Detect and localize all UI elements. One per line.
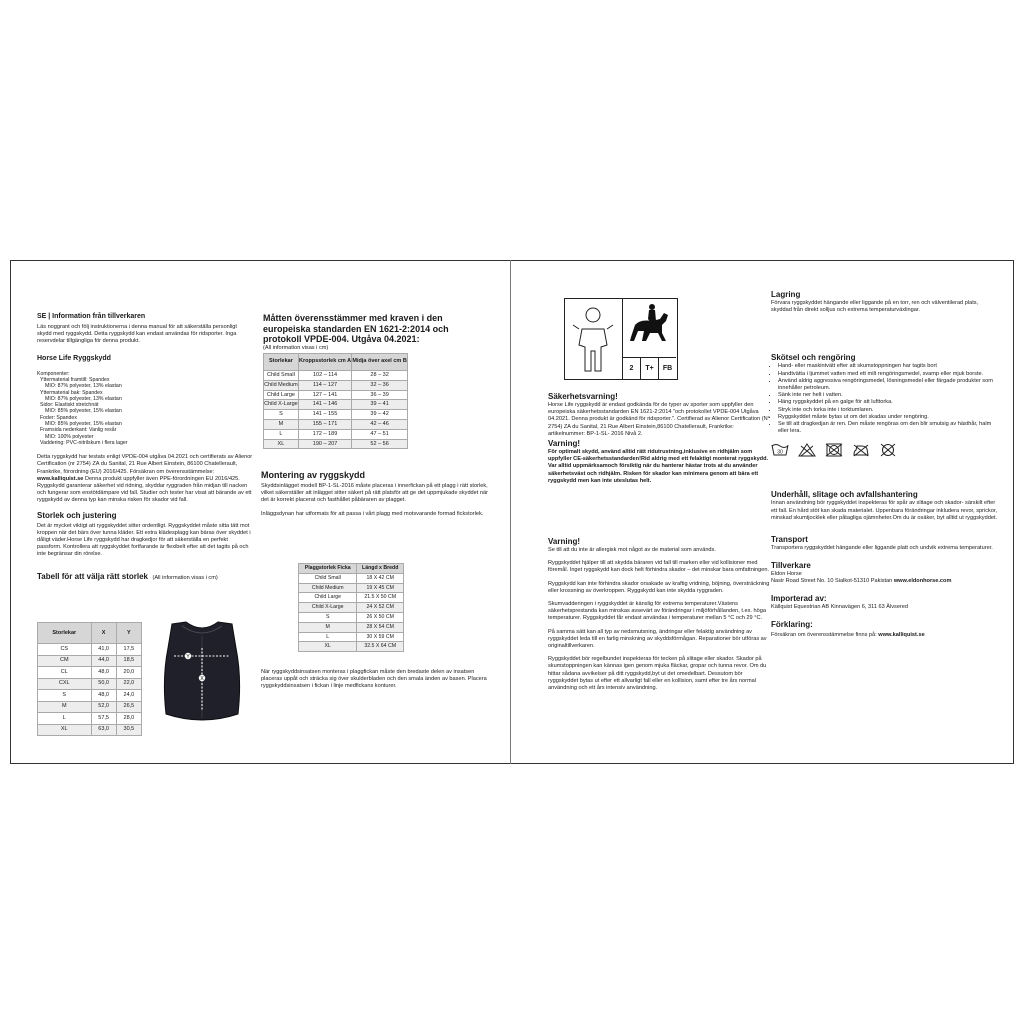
product-title: Horse Life Ryggskydd <box>37 354 111 362</box>
table-row <box>38 655 142 667</box>
table-cell: CL <box>38 667 92 679</box>
table-cell: S <box>299 612 357 622</box>
care-item: • Häng ryggskyddet på en galge för att lufttorka. <box>778 399 999 406</box>
warning-text-1: För optimalt skydd, använd alltid rätt ridutrustning,inklusive en ridhjälm som uppfyller CE-säkerhetsstandarden!Rid aldrig med ett felaktigt monterat ryggskydd. Var alltid uppmärksamoch försiktig när du hanterar hästar trots at du använder säkerhetsväst och ridhjälm. Risken för skador kan minimera genom att bära ett ryggskydd men kan inte uteslutas helt. <box>548 449 769 484</box>
component-label: Vaddering: PVC-nitrilskum i flera lager <box>40 439 128 446</box>
component-detail: MIO: 85% polyester, 15% elastan <box>45 408 122 415</box>
care-item: • Hand- eller maskintvätt efter att skumstoppningen har tagits bort <box>778 363 999 370</box>
table-cell: 114 – 127 <box>298 380 351 390</box>
mounting-text-1: Skyddsinlägget modell BP-1-SL-2016 måste placeras i innerfickan på ett plagg i rätt storlek, vilket säkerställer att inlägget sitter säkert på rätt platsför att ge det uppmjukade skyddet när det är korrekt placerat och fasthållet påbäraren av plagget. <box>261 482 488 503</box>
table-row <box>299 612 404 622</box>
warning-paragraph: Ryggskyddet hjälper till att skydda bäraren vid fall till marken eller vid kollisioner med föremål. Inget ryggskydd kan dock helt förhindra skador – det minskar bara omfattningen. <box>548 560 770 574</box>
table-cell: 48,0 <box>91 667 116 679</box>
manufacturer-address <box>771 578 999 585</box>
horse-rider-icon <box>622 299 677 353</box>
component-item <box>37 402 253 415</box>
care-heading: Skötsel och rengöring <box>771 353 856 363</box>
warning-paragraphs <box>548 547 770 692</box>
no-tumble-dry-icon <box>825 443 843 457</box>
table-row <box>38 667 142 679</box>
table-cell: 172 – 189 <box>298 429 351 439</box>
table-cell: 102 – 114 <box>298 371 351 381</box>
transport-heading: Transport <box>771 535 808 545</box>
maintenance-text: Innan användning bör ryggskyddet inspekteras för spår av slitage och skador- särskilt efter ett fall. En hård stöt kan skada materialet. Uppenbara förändringar inkludera revor, sprickor, minskad skumtjocklek eller påtagliga ojämnheter.Om du är osäker, byt alltid ut ryggskyddet. <box>771 500 998 521</box>
warning-paragraph: På samma sätt kan all typ av nedsmutsning, ändringar eller felaktig användning av ryggskyddet leda till en farlig minskning av skyddsförmågan. Reparationer bör utföras av originaltillverkaren. <box>548 628 767 650</box>
table-cell: Child Large <box>299 593 357 603</box>
manufacturer-heading: Tillverkare <box>771 561 811 571</box>
vest-illustration <box>152 618 252 735</box>
component-label: Foder: Spandex <box>40 414 77 421</box>
mounting-section <box>261 470 495 518</box>
transport-text: Transportera ryggskyddet hängande eller liggande platt och undvik extrema temperaturer. <box>771 545 993 552</box>
storage-text: Förvara ryggskyddet hängande eller liggande på en torr, ren och välventilerad plats, skyddad från direkt solljus och extrema temperaturväxlingar. <box>771 300 979 314</box>
table-cell: 22,0 <box>116 678 141 690</box>
table-cell: 36 – 39 <box>352 390 408 400</box>
declaration-text <box>771 632 999 639</box>
size-text: Det är mycket viktigt att ryggskyddet sitter ordentligt. Ryggskyddet måste sitta tätt mot kroppen när det bärs över tunna kläder. Ett extra klädesplagg kan bäras över skyddet i dåligt väder.Horse Life ryggskydd har dragkedjor för att säkerställa en perfekt passform. Kontrollera att ryggskyddet fortfarande är flexibelt efter att det tagits på och inte begränsar din rörelse. <box>37 522 251 558</box>
manufacturer-info-heading: SE | Information från tillverkaren <box>37 313 146 320</box>
insert-instructions <box>261 669 495 691</box>
table-header-cell: Plaggstorlek Ficka <box>299 564 357 574</box>
size-table-note: (All information visas i cm) <box>152 574 218 581</box>
table-cell: XL <box>264 439 299 449</box>
component-detail: MIO: 85% polyester, 15% elastan <box>45 420 122 427</box>
table-cell: 32.5 X 64 CM <box>357 642 404 652</box>
warning-section-2 <box>548 537 770 692</box>
importer-text: Källquist Equestrian AB Kinnavägen 6, 311 63 Älvsered <box>771 603 909 610</box>
table-row <box>38 678 142 690</box>
table-row <box>38 701 142 713</box>
table-row <box>264 390 408 400</box>
svg-text:30: 30 <box>777 449 783 456</box>
maintenance-heading: Underhåll, slitage och avfallshantering <box>771 490 918 500</box>
table-row <box>299 642 404 652</box>
table-cell: 52,0 <box>91 701 116 713</box>
table-header-cell: Y <box>116 623 141 644</box>
care-item: • Ryggskyddet måste bytas ut om det skadas under rengöring. <box>778 414 999 421</box>
declaration-heading: Förklaring: <box>771 619 813 629</box>
safety-text: Horse Life ryggskydd är endast godkända för de typer av sporter som uppfyller den europeiska säkerhetsstandarden EN 1621-2:2014 "och protokollet VPDE-004 Utgåva 04.2021. Denna produkt är godkänd för ridsporter.". Certifierad av Alienor Certification (N° 2754) ZA du Sanital, 21 Rue Albert Einstein,86100 Chatellerault, Frankrike: artikelnummer: BP-1-SL- 2016 Nivå 2. <box>548 402 770 437</box>
table-cell: M <box>299 622 357 632</box>
mounting-heading: Montering av ryggskydd <box>261 470 366 480</box>
size-table <box>37 622 142 736</box>
table-cell: 17,5 <box>116 644 141 656</box>
warning-paragraph: Se till att du inte är allergisk mot något av de material som används. <box>548 547 716 553</box>
table-cell: 30,5 <box>116 724 141 736</box>
care-symbols <box>771 443 999 457</box>
table-cell: 57,5 <box>91 713 116 725</box>
table-header-cell: Storlekar <box>264 354 299 371</box>
table-row <box>299 583 404 593</box>
care-item: • Se till att dragkedjan är ren. Den måste rengöras om den blir smutsig av hästhår, halm eller lera. <box>778 421 999 435</box>
component-item <box>37 390 253 403</box>
table-cell: 32 – 36 <box>352 380 408 390</box>
vest-x-label: X <box>200 676 204 682</box>
table-cell: XL <box>38 724 92 736</box>
table-header-cell: X <box>91 623 116 644</box>
importer-heading: Importerad av: <box>771 593 827 603</box>
measurements-heading: Måtten överensstämmer med kraven i den europeiska standarden EN 1621-2:2014 och protokoll VPDE-004. Utgåva 04.2021: <box>263 313 449 344</box>
care-item: • Använd aldrig aggressiva rengöringsmedel, lösningsmedel eller färgade produkter som innehåller petroleum. <box>778 378 999 392</box>
certification-body-2: Denna produkt uppfyller även PPE-förordningen EU 2016/425. Ryggskydd garanterar säkerhet vid ridning, skyddar ryggraden från midjan till nacken och fungerar som enstötdämpare vid fall. Studier och tester har visat att bärande av ett ryggskydd av denna typ kan minska risken för skador vid fall. <box>37 475 252 504</box>
care-item: • Stryk inte och torka inte i torktumlaren. <box>778 407 999 414</box>
body-size-table <box>263 353 408 449</box>
page-fold <box>510 260 511 764</box>
component-label: Yttermaterial framtill: Spandex <box>40 376 110 383</box>
warning-heading-1: Varning! <box>548 439 581 449</box>
table-cell: Child X-Large <box>299 603 357 613</box>
no-bleach-icon <box>798 443 816 457</box>
pictogram-badge: FB <box>658 357 676 379</box>
body-size-table-grid <box>263 353 408 449</box>
warning-heading-2: Varning! <box>548 537 581 546</box>
table-cell: 48,0 <box>91 690 116 702</box>
certification-text <box>37 454 253 504</box>
table-row <box>299 622 404 632</box>
manufacturer-name: Eldon Horse <box>771 571 802 578</box>
table-row <box>264 429 408 439</box>
left-page <box>37 312 253 584</box>
table-cell: 41,0 <box>91 644 116 656</box>
table-row <box>264 371 408 381</box>
table-header-cell: Storlekar <box>38 623 92 644</box>
table-cell: 28 X 54 CM <box>357 622 404 632</box>
table-cell: CXL <box>38 678 92 690</box>
component-item <box>37 377 253 390</box>
table-cell: 47 – 51 <box>352 429 408 439</box>
components-title: Komponenter: <box>37 370 70 377</box>
size-table-heading: Tabell för att välja rätt storlek <box>37 571 148 581</box>
table-cell: L <box>264 429 299 439</box>
table-row <box>299 593 404 603</box>
table-cell: Child Small <box>264 371 299 381</box>
pictogram-badge: 2 <box>622 357 640 379</box>
safety-section <box>548 392 770 485</box>
table-cell: 63,0 <box>91 724 116 736</box>
intro-text: Läs noggrant och följ instruktionerna i denna manual för att säkerställa personligt skydd med ryggskydd. Detta ryggskydd kan endast användas för ridsporter. Inga reservdelar tillgängliga för denna produkt. <box>37 324 237 345</box>
component-label: Sidor: Elastiskt stretchnät <box>40 402 99 409</box>
table-cell: 26,5 <box>116 701 141 713</box>
table-cell: CM <box>38 655 92 667</box>
table-cell: 127 – 141 <box>298 390 351 400</box>
table-header-cell: Längd x Bredd <box>357 564 404 574</box>
table-cell: 155 – 171 <box>298 419 351 429</box>
table-row <box>299 632 404 642</box>
components-list <box>37 377 253 446</box>
warning-paragraph: Skumvadderingen i ryggskyddet är känslig för extrema temperaturer.Västens säkerhetsprestanda kan minskas avsevärt av förändringar i miljöförhållanden, t.ex. höga temperaturer. Ryggskyddet får endast användas i temperaturer mellan 5 °C och 29 °C. <box>548 601 766 622</box>
table-cell: 18,5 <box>116 655 141 667</box>
table-cell: Child Medium <box>299 583 357 593</box>
table-row <box>264 410 408 420</box>
component-label: Yttermaterial bak: Spandex <box>40 389 103 396</box>
table-row <box>264 380 408 390</box>
certification-link[interactable]: www.kalliquist.se <box>37 475 84 482</box>
table-cell: L <box>38 713 92 725</box>
size-table-title <box>37 566 253 584</box>
table-row <box>264 419 408 429</box>
table-cell: 44,0 <box>91 655 116 667</box>
component-detail: MIO: 100% polyester <box>45 433 94 440</box>
table-row <box>264 400 408 410</box>
table-cell: 20,0 <box>116 667 141 679</box>
size-table-grid <box>37 622 142 736</box>
table-cell: 19 X 45 CM <box>357 583 404 593</box>
table-cell: M <box>38 701 92 713</box>
table-cell: 39 – 41 <box>352 400 408 410</box>
person-icon <box>565 299 623 379</box>
care-item: • Sänk inte ner helt i vatten. <box>778 392 999 399</box>
table-row <box>299 573 404 583</box>
table-row <box>38 690 142 702</box>
table-cell: 26 X 50 CM <box>357 612 404 622</box>
table-header-cell: Kroppsstorlek cm A <box>298 354 351 371</box>
measurements-section <box>263 313 481 352</box>
table-cell: 30 X 59 CM <box>357 632 404 642</box>
component-item <box>37 415 253 428</box>
table-cell: 141 – 146 <box>298 400 351 410</box>
table-cell: 141 – 155 <box>298 410 351 420</box>
table-cell: S <box>38 690 92 702</box>
table-row <box>264 439 408 449</box>
table-cell: 28 – 32 <box>352 371 408 381</box>
manufacturer-address-text: Nasir Road Street No. 10 Sialkot-51310 Pakistan <box>771 578 894 585</box>
table-cell: 18 X 42 CM <box>357 573 404 583</box>
table-cell: 39 – 42 <box>352 410 408 420</box>
table-cell: L <box>299 632 357 642</box>
table-cell: Child X-Large <box>264 400 299 410</box>
table-cell: CS <box>38 644 92 656</box>
table-cell: 42 – 46 <box>352 419 408 429</box>
pictogram-badges <box>622 357 676 379</box>
table-cell: 21.5 X 50 CM <box>357 593 404 603</box>
warning-paragraph: Ryggskyddet bör regelbundet inspekteras för tecken på slitage eller skador. Skador på skumstoppningen kan kännas igen genom mjuka fläckar, gropar och tunna revor. Om du hittar sådana avvikelser på ditt ryggskydd,byt ut det omedelbart. Dessutom bör ryggskyddet bytas ut efter ett allvarligt fall eller en kollision, samt efter tre års normal användning och ett års intensiv användning. <box>548 656 767 692</box>
component-detail: MIO: 87% polyester, 13% elastan <box>45 395 122 402</box>
component-item <box>37 427 253 440</box>
table-cell: Child Small <box>299 573 357 583</box>
declaration-body: Försäkran om överensstämmelse finns på: <box>771 631 879 638</box>
table-cell: 52 – 56 <box>352 439 408 449</box>
size-heading: Storlek och justering <box>37 510 117 520</box>
table-row <box>38 644 142 656</box>
table-cell: 24,0 <box>116 690 141 702</box>
table-cell: Child Medium <box>264 380 299 390</box>
table-cell: 28,0 <box>116 713 141 725</box>
pocket-size-table <box>298 563 404 652</box>
table-cell: XL <box>299 642 357 652</box>
insert-text: När ryggskyddsinsatsen monteras i plaggfickan måste den bredaste delen av insatsen placeras uppåt och sträcka sig över skulderbladen och den smala änden av basen. Placera ryggskyddsinsatsen i fickan i linje medfickans konturer. <box>261 669 487 690</box>
pocket-size-table-grid <box>298 563 404 652</box>
component-detail: MIO: 87% polyester, 13% elastan <box>45 383 122 390</box>
vest-y-label: Y <box>186 654 190 660</box>
component-item <box>37 440 253 446</box>
measurements-note: (All information visas i cm) <box>263 344 329 351</box>
pictogram-box <box>564 298 678 380</box>
pictogram-badge: T+ <box>640 357 658 379</box>
declaration-link[interactable]: www.kalliquist.se <box>878 631 925 638</box>
table-header-cell: Midja över axel cm B <box>352 354 408 371</box>
care-list <box>771 363 999 435</box>
safety-heading: Säkerhetsvarning! <box>548 392 618 401</box>
mounting-text-2: Inläggsdynan har utformats för att passa i vårt plagg med motsvarande formad fickstorlek. <box>261 511 484 518</box>
table-row <box>299 603 404 613</box>
table-cell: 50,0 <box>91 678 116 690</box>
no-dry-clean-icon <box>879 443 897 457</box>
component-label: Framsida nederkant: Vanlig resår <box>40 427 117 434</box>
warning-paragraph: Ryggskydd kan inte förhindra skador orsakade av kraftig vridning, böjning, översträckning eller krossning av överkroppen. Ryggskydd kan inte skydda ryggraden. <box>548 580 770 594</box>
table-cell: Child Large <box>264 390 299 400</box>
wash-30-icon <box>771 443 789 457</box>
table-cell: 24 X 52 CM <box>357 603 404 613</box>
table-cell: S <box>264 410 299 420</box>
manufacturer-website-link[interactable]: www.eldonhorse.com <box>893 578 952 585</box>
vest-diagram <box>152 618 252 730</box>
no-iron-icon <box>852 443 870 457</box>
care-item: • Handtvätta i ljummet vatten med ett milt rengöringsmedel, svamp eller mjuk borste. <box>778 371 999 378</box>
table-cell: 190 – 207 <box>298 439 351 449</box>
right-column <box>771 290 999 639</box>
table-cell: M <box>264 419 299 429</box>
table-row <box>38 713 142 725</box>
certification-body: Detta ryggskydd har testats enligt VPDE-004 utgåva 04.2021 och certifierats av Alienor Certification (nr 2754) ZA du Sanital, 21 Rue Albert Einstein, 86100 Chatellerault, Frankrike, förordning (EU) 2016/425. Försäkran om överensstämmelse: <box>37 454 253 475</box>
storage-heading: Lagring <box>771 290 801 299</box>
table-row <box>38 724 142 736</box>
